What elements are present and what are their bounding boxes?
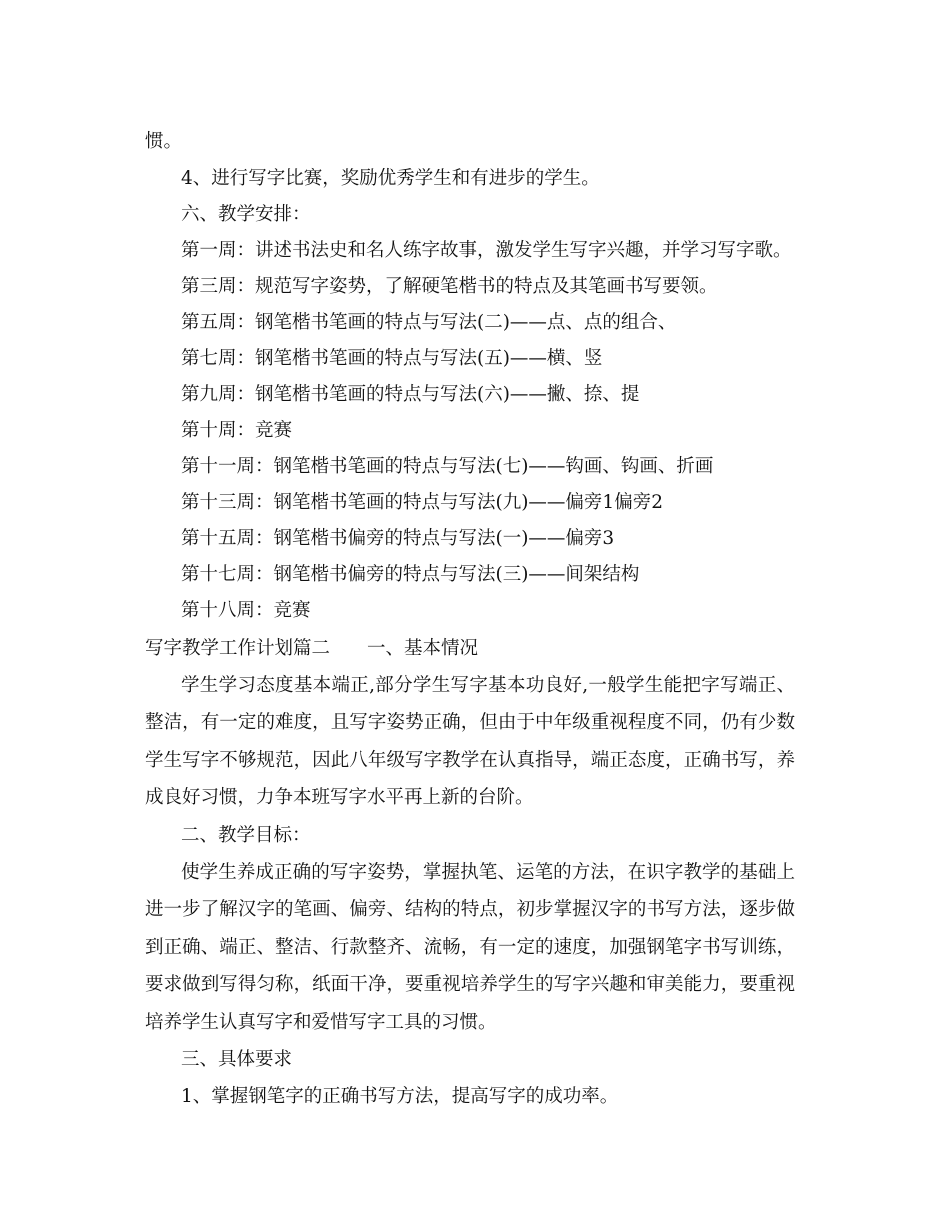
paragraph-line: 学生写字不够规范，因此八年级写字教学在认真指导，端正态度，正确书写，养: [145, 750, 795, 771]
schedule-item: 第十五周：钢笔楷书偏旁的特点与写法(一)——偏旁3: [181, 528, 615, 549]
schedule-item: 第十三周：钢笔楷书笔画的特点与写法(九)——偏旁1偏旁2: [181, 492, 663, 513]
requirement-item: 1、掌握钢笔字的正确书写方法，提高写字的成功率。: [181, 1086, 619, 1107]
paragraph-line: 使学生养成正确的写字姿势，掌握执笔、运笔的方法，在识字教学的基础上: [181, 862, 795, 883]
section-title: 写字教学工作计划篇二 一、基本情况: [145, 638, 479, 659]
section-heading: 六、教学安排：: [181, 204, 311, 225]
schedule-item: 第十八周：竞赛: [181, 600, 311, 621]
schedule-item: 第一周：讲述书法史和名人练字故事，激发学生写字兴趣，并学习写字歌。: [181, 240, 792, 261]
schedule-item: 第七周：钢笔楷书笔画的特点与写法(五)——横、竖: [181, 348, 603, 369]
schedule-item: 第九周：钢笔楷书笔画的特点与写法(六)——撇、捺、提: [181, 384, 640, 405]
section-heading: 三、具体要求: [181, 1049, 293, 1070]
schedule-item: 第十一周：钢笔楷书笔画的特点与写法(七)——钩画、钩画、折画: [181, 456, 714, 477]
paragraph-line: 进一步了解汉字的笔画、偏旁、结构的特点，初步掌握汉字的书写方法，逐步做: [145, 899, 795, 920]
paragraph-line: 学生学习态度基本端正,部分学生写字基本功良好,一般学生能把字写端正、: [181, 675, 795, 696]
paragraph-line: 到正确、端正、整洁、行款整齐、流畅，有一定的速度，加强钢笔字书写训练，: [145, 937, 795, 958]
paragraph-line: 要求做到写得匀称，纸面干净，要重视培养学生的写字兴趣和审美能力，要重视: [145, 974, 795, 995]
schedule-item: 第十周：竞赛: [181, 420, 293, 441]
schedule-item: 第十七周：钢笔楷书偏旁的特点与写法(三)——间架结构: [181, 564, 640, 585]
text-line: 惯。: [145, 131, 183, 152]
text-line: 4、进行写字比赛，奖励优秀学生和有进步的学生。: [181, 168, 600, 189]
paragraph-line: 成良好习惯，力争本班写字水平再上新的台阶。: [145, 787, 534, 808]
paragraph-line: 整洁，有一定的难度，且写字姿势正确，但由于中年级重视程度不同，仍有少数: [145, 712, 795, 733]
paragraph-line: 培养学生认真写字和爱惜写字工具的习惯。: [145, 1012, 497, 1033]
schedule-item: 第三周：规范写字姿势，了解硬笔楷书的特点及其笔画书写要领。: [181, 276, 718, 297]
section-heading: 二、教学目标：: [181, 825, 311, 846]
schedule-item: 第五周：钢笔楷书笔画的特点与写法(二)——点、点的组合、: [181, 312, 677, 333]
